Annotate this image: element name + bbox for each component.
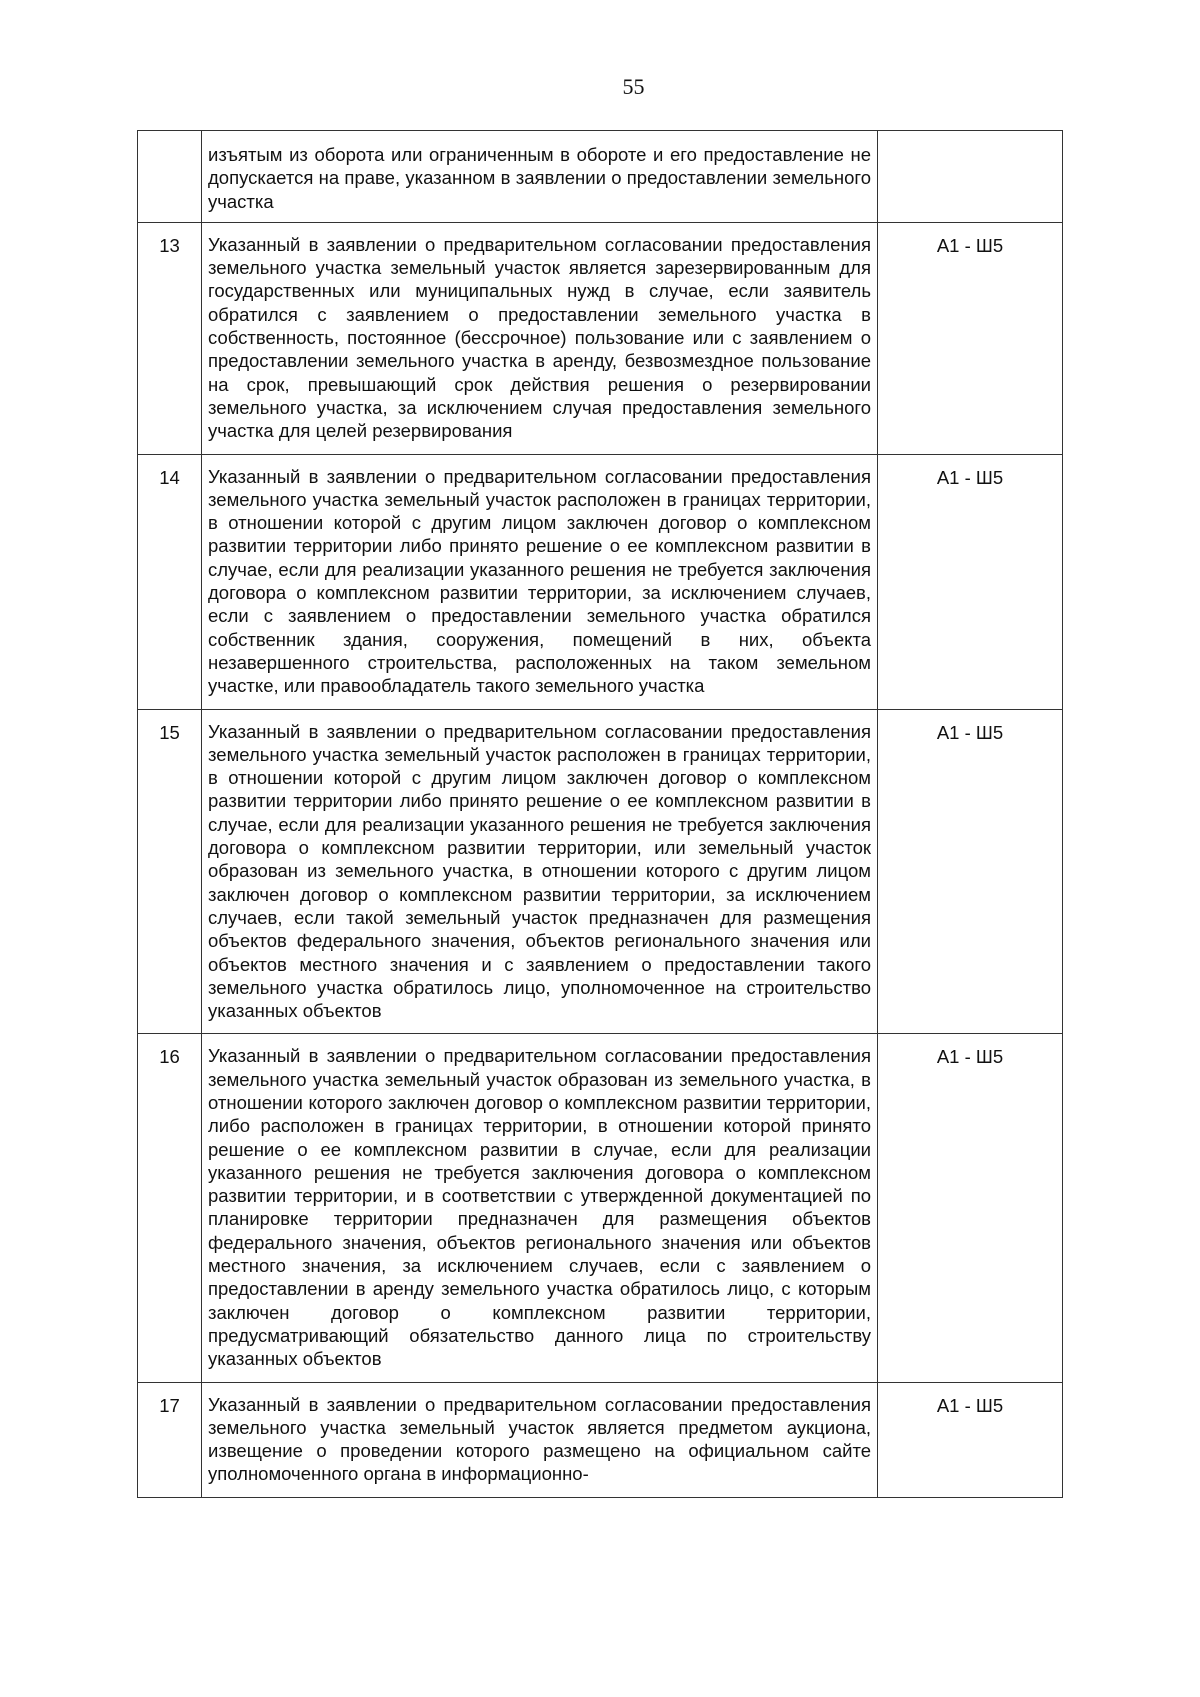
page-number: 55 [622,74,645,99]
table-row [138,709,1063,1034]
row-code: А1 - Ш5 [878,709,1063,1034]
table-row [138,1034,1063,1382]
row-text: Указанный в заявлении о предварительном согласовании предоставления земельного участка земельный участок является зарезервированным для государственных или муниципальных нужд в случае, если заявитель обратился с заявлением о предоставлении земельного участка в собственность, постоянное (бессрочное) пользование или с заявлением о предоставлении земельного участка в аренду, безвозмездное пользование на срок, превышающий срок действия решения о резервировании земельного участка, за исключением случая предоставления земельного участка для целей резервирования [202,222,878,454]
row-text: Указанный в заявлении о предварительном согласовании предоставления земельного участка земельный участок образован из земельного участка, в отношении которого заключен договор о комплексном развитии территории, либо расположен в границах территории, в отношении которой принято решение о ее комплексном развитии в случае, если для реализации указанного решения не требуется заключения договора о комплексном развитии территории, и в соответствии с утвержденной документацией по планировке территории предназначен для размещения объектов федерального значения, объектов регионального значения или объектов местного значения, за исключением случаев, если с заявлением о предоставлении в аренду земельного участка обратилось лицо, с которым заключен договор о комплексном развитии территории, предусматривающий обязательство данного лица по строительству указанных объектов [202,1034,878,1382]
table-row [138,454,1063,709]
table-row [138,131,1063,223]
row-number [138,131,202,223]
row-number: 16 [138,1034,202,1382]
row-number: 15 [138,709,202,1034]
row-text: Указанный в заявлении о предварительном согласовании предоставления земельного участка земельный участок расположен в границах территории, в отношении которой с другим лицом заключен договор о комплексном развитии территории либо принято решение о ее комплексном развитии в случае, если для реализации указанного решения не требуется заключения договора о комплексном развитии территории, или земельный участок образован из земельного участка, в отношении которого с другим лицом заключен договор о комплексном развитии территории, за исключением случаев, если такой земельный участок предназначен для размещения объектов федерального значения, объектов регионального значения или объектов местного значения и с заявлением о предоставлении такого земельного участка обратилось лицо, уполномоченное на строительство указанных объектов [202,709,878,1034]
row-code [878,131,1063,223]
table-row [138,1382,1063,1497]
grounds-table [137,130,1063,1498]
row-code: А1 - Ш5 [878,1382,1063,1497]
row-text: Указанный в заявлении о предварительном согласовании предоставления земельного участка земельный участок расположен в границах территории, в отношении которой с другим лицом заключен договор о комплексном развитии территории либо принято решение о ее комплексном развитии в случае, если для реализации указанного решения не требуется заключения договора о комплексном развитии территории, за исключением случаев, если с заявлением о предоставлении земельного участка обратился собственник здания, сооружения, помещений в них, объекта незавершенного строительства, расположенных на таком земельном участке, или правообладатель такого земельного участка [202,454,878,709]
row-number: 14 [138,454,202,709]
row-code: А1 - Ш5 [878,454,1063,709]
row-text: Указанный в заявлении о предварительном согласовании предоставления земельного участка земельный участок является предметом аукциона, извещение о проведении которого размещено на официальном сайте уполномоченного органа в информационно- [202,1382,878,1497]
row-text: изъятым из оборота или ограниченным в обороте и его предоставление не допускается на праве, указанном в заявлении о предоставлении земельного участка [202,131,878,223]
row-number: 17 [138,1382,202,1497]
row-number: 13 [138,222,202,454]
row-code: А1 - Ш5 [878,1034,1063,1382]
row-code: А1 - Ш5 [878,222,1063,454]
table-row [138,222,1063,454]
